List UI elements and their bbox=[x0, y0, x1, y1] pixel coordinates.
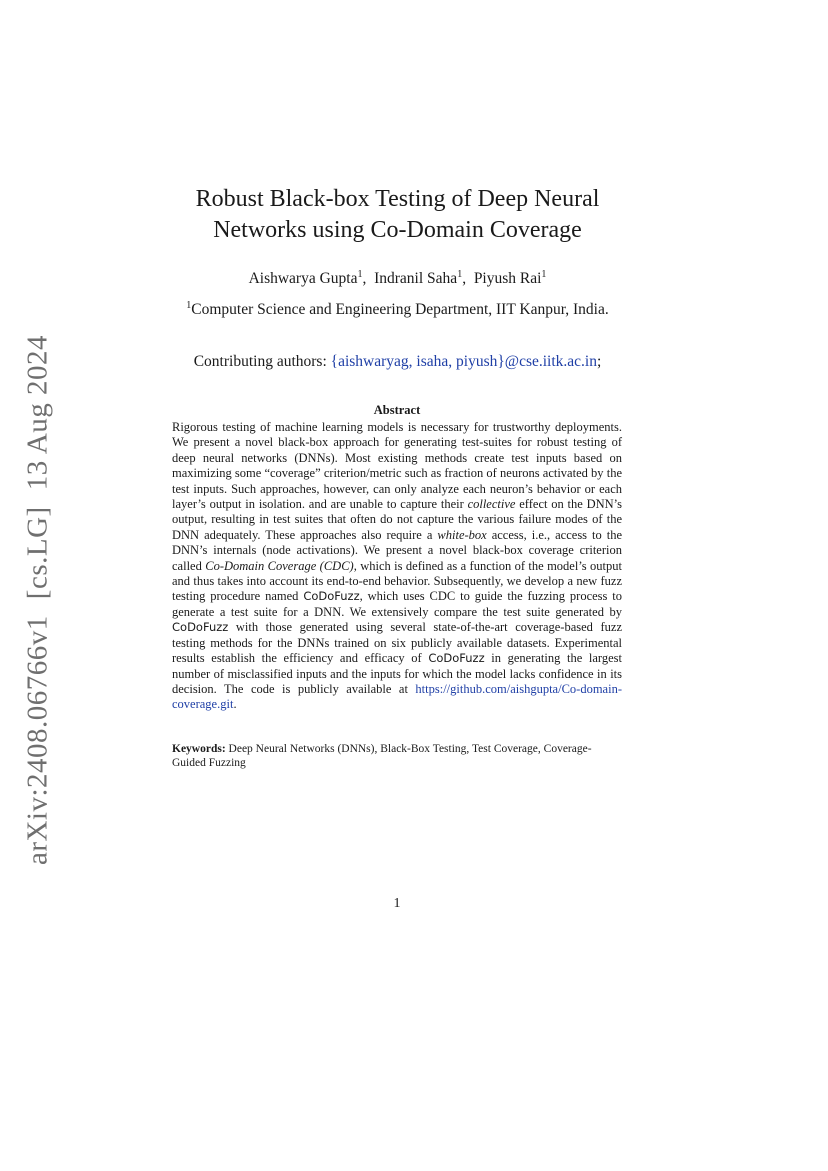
abstract-text: effect on the DNN’s output, resulting in test suites that often do not capture the various failure modes of the DNN adequately. These approaches also require a bbox=[172, 497, 623, 542]
abstract-text: Rigorous testing of machine learning models is necessary for trustworthy deployments. We present a novel black-box approach for generating test-suites for robust testing of deep neural networks (DNNs). Most existing methods create test inputs based on maximizing some “coverage” criterion/metric such as fraction of neurons activated by the test inputs. Such approaches, however, can only analyze each neuron’s behavior or each layer’s output in isolation. and are unable to capture their bbox=[172, 420, 622, 512]
keywords-text: Deep Neural Networks (DNNs), Black-Box Testing, Test Coverage, Coverage-Guided Fuzzing bbox=[172, 743, 592, 769]
abstract-text: access, i.e., access to the DNN’s internals (node activations). We present a novel black-box coverage criterion called bbox=[172, 527, 623, 573]
abstract-emphasis: Co-Domain Coverage (CDC) bbox=[205, 558, 354, 573]
code-repository-link[interactable]: https://github.com/aishgupta/Co-domain-coverage.git bbox=[172, 681, 622, 712]
abstract-text: in generating the largest number of misclassified inputs and the inputs for which the model lacks confidence in its decision. The code is publicly available at bbox=[172, 651, 623, 696]
title-line-2: Networks using Co-Domain Coverage bbox=[213, 217, 582, 243]
arxiv-category: [cs.LG] bbox=[21, 506, 54, 600]
abstract-heading: Abstract bbox=[373, 403, 421, 417]
author-list: Aishwarya Gupta$^1$, Indranil Saha$^1$, Piyush Rai$^1$ bbox=[248, 269, 547, 288]
affiliation bbox=[120, 300, 675, 319]
abstract-emphasis: collective bbox=[467, 497, 516, 512]
paper-title bbox=[140, 184, 655, 246]
tool-name: CoDoFuzz bbox=[172, 620, 229, 635]
abstract-text: , which uses CDC to guide the fuzzing process to generate a test suite for a DNN. We extensively compare the test suite generated by bbox=[172, 589, 623, 619]
keywords-label: Keywords: bbox=[172, 743, 226, 755]
abstract-text: . bbox=[233, 697, 237, 712]
contributing-label: Contributing authors: bbox=[193, 353, 327, 370]
abstract-body bbox=[172, 420, 622, 713]
keywords bbox=[172, 742, 622, 770]
arxiv-date: 13 Aug 2024 bbox=[21, 334, 54, 491]
contributing-authors bbox=[120, 353, 675, 371]
abstract-text: , which is defined as a function of the model’s output and thus takes into account its end-to-end behavior. Subsequently, we develop a new fuzz testing procedure named bbox=[172, 558, 623, 604]
tool-name: CoDoFuzz bbox=[303, 589, 360, 604]
author-name: Piyush Rai bbox=[473, 270, 542, 288]
author-affiliation-mark: 1 bbox=[357, 269, 363, 280]
author-affiliation-mark: 1 bbox=[541, 269, 547, 280]
contributing-trail: ; bbox=[596, 353, 602, 370]
author-affiliation-mark: 1 bbox=[457, 269, 463, 280]
affiliation-mark: 1 bbox=[186, 300, 192, 311]
page-number: 1 bbox=[393, 896, 401, 911]
author-name: Aishwarya Gupta bbox=[248, 270, 358, 288]
abstract-emphasis: white-box bbox=[437, 527, 487, 542]
arxiv-id: arXiv:2408.06766v1 bbox=[21, 615, 54, 866]
tool-name: CoDoFuzz bbox=[428, 651, 485, 666]
abstract-text: with those generated using several state-of-the-art coverage-based fuzz testing methods for the DNNs trained on six publicly available datasets. Experimental results establish the efficiency and efficacy of bbox=[172, 620, 623, 666]
arxiv-identifier bbox=[22, 335, 55, 865]
affiliation-text: Computer Science and Engineering Department, IIT Kanpur, India. bbox=[191, 301, 609, 319]
author-emails-link[interactable]: {aishwaryag, isaha, piyush}@cse.iitk.ac.in bbox=[330, 353, 597, 370]
title-line-1: Robust Black-box Testing of Deep Neural bbox=[195, 186, 600, 212]
author-name: Indranil Saha bbox=[374, 270, 458, 288]
